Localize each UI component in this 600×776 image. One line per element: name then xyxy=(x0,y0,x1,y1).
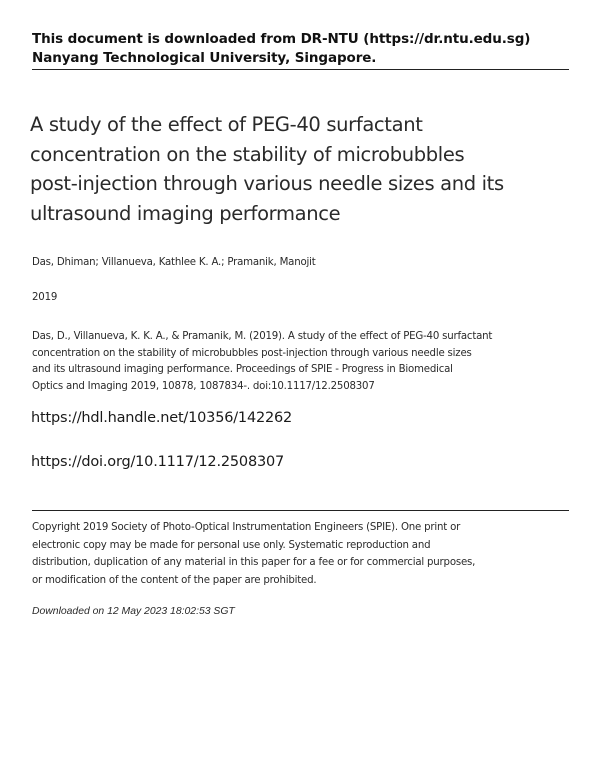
copyright-divider xyxy=(32,510,569,511)
copyright-notice xyxy=(32,519,562,589)
repository-header-line: This document is downloaded from DR‑NTU (https://dr.ntu.edu.sg) xyxy=(32,31,531,47)
citation-line: Optics and Imaging 2019, 10878, 1087834-. doi:10.1117/12.2508307 xyxy=(32,380,375,392)
citation xyxy=(32,329,562,395)
handle-link[interactable]: https://hdl.handle.net/10356/142262 xyxy=(31,410,293,426)
title-line: post-injection through various needle sizes and its xyxy=(30,172,504,195)
citation-line: concentration on the stability of microbubbles post-injection through various needle sizes xyxy=(32,347,472,359)
authors: Das, Dhiman; Villanueva, Kathlee K. A.; Pramanik, Manojit xyxy=(32,257,316,268)
institution-header-line: Nanyang Technological University, Singapore. xyxy=(32,50,377,66)
header-divider xyxy=(32,69,569,70)
citation-line: and its ultrasound imaging performance. Proceedings of SPIE - Progress in Biomedical xyxy=(32,364,453,375)
document-title xyxy=(30,110,550,228)
copyright-line: Copyright 2019 Society of Photo-Optical Instrumentation Engineers (SPIE). One print or xyxy=(32,522,461,533)
title-line: concentration on the stability of microbubbles xyxy=(30,142,465,166)
copyright-line: electronic copy may be made for personal use only. Systematic reproduction and xyxy=(32,539,431,551)
doi-link[interactable]: https://doi.org/10.1117/12.2508307 xyxy=(31,454,285,470)
copyright-line: or modification of the content of the paper are prohibited. xyxy=(32,574,317,586)
publication-year: 2019 xyxy=(32,292,58,303)
repository-header xyxy=(32,30,569,68)
title-line: ultrasound imaging performance xyxy=(30,201,341,225)
download-timestamp: Downloaded on 12 May 2023 18:02:53 SGT xyxy=(32,606,235,617)
copyright-line: distribution, duplication of any material in this paper for a fee or for commercial purposes, xyxy=(32,557,476,568)
citation-line: Das, D., Villanueva, K. K. A., & Pramanik, M. (2019). A study of the effect of PEG-40 surfactant xyxy=(32,331,493,342)
title-line: A study of the effect of PEG-40 surfactant xyxy=(30,113,423,136)
